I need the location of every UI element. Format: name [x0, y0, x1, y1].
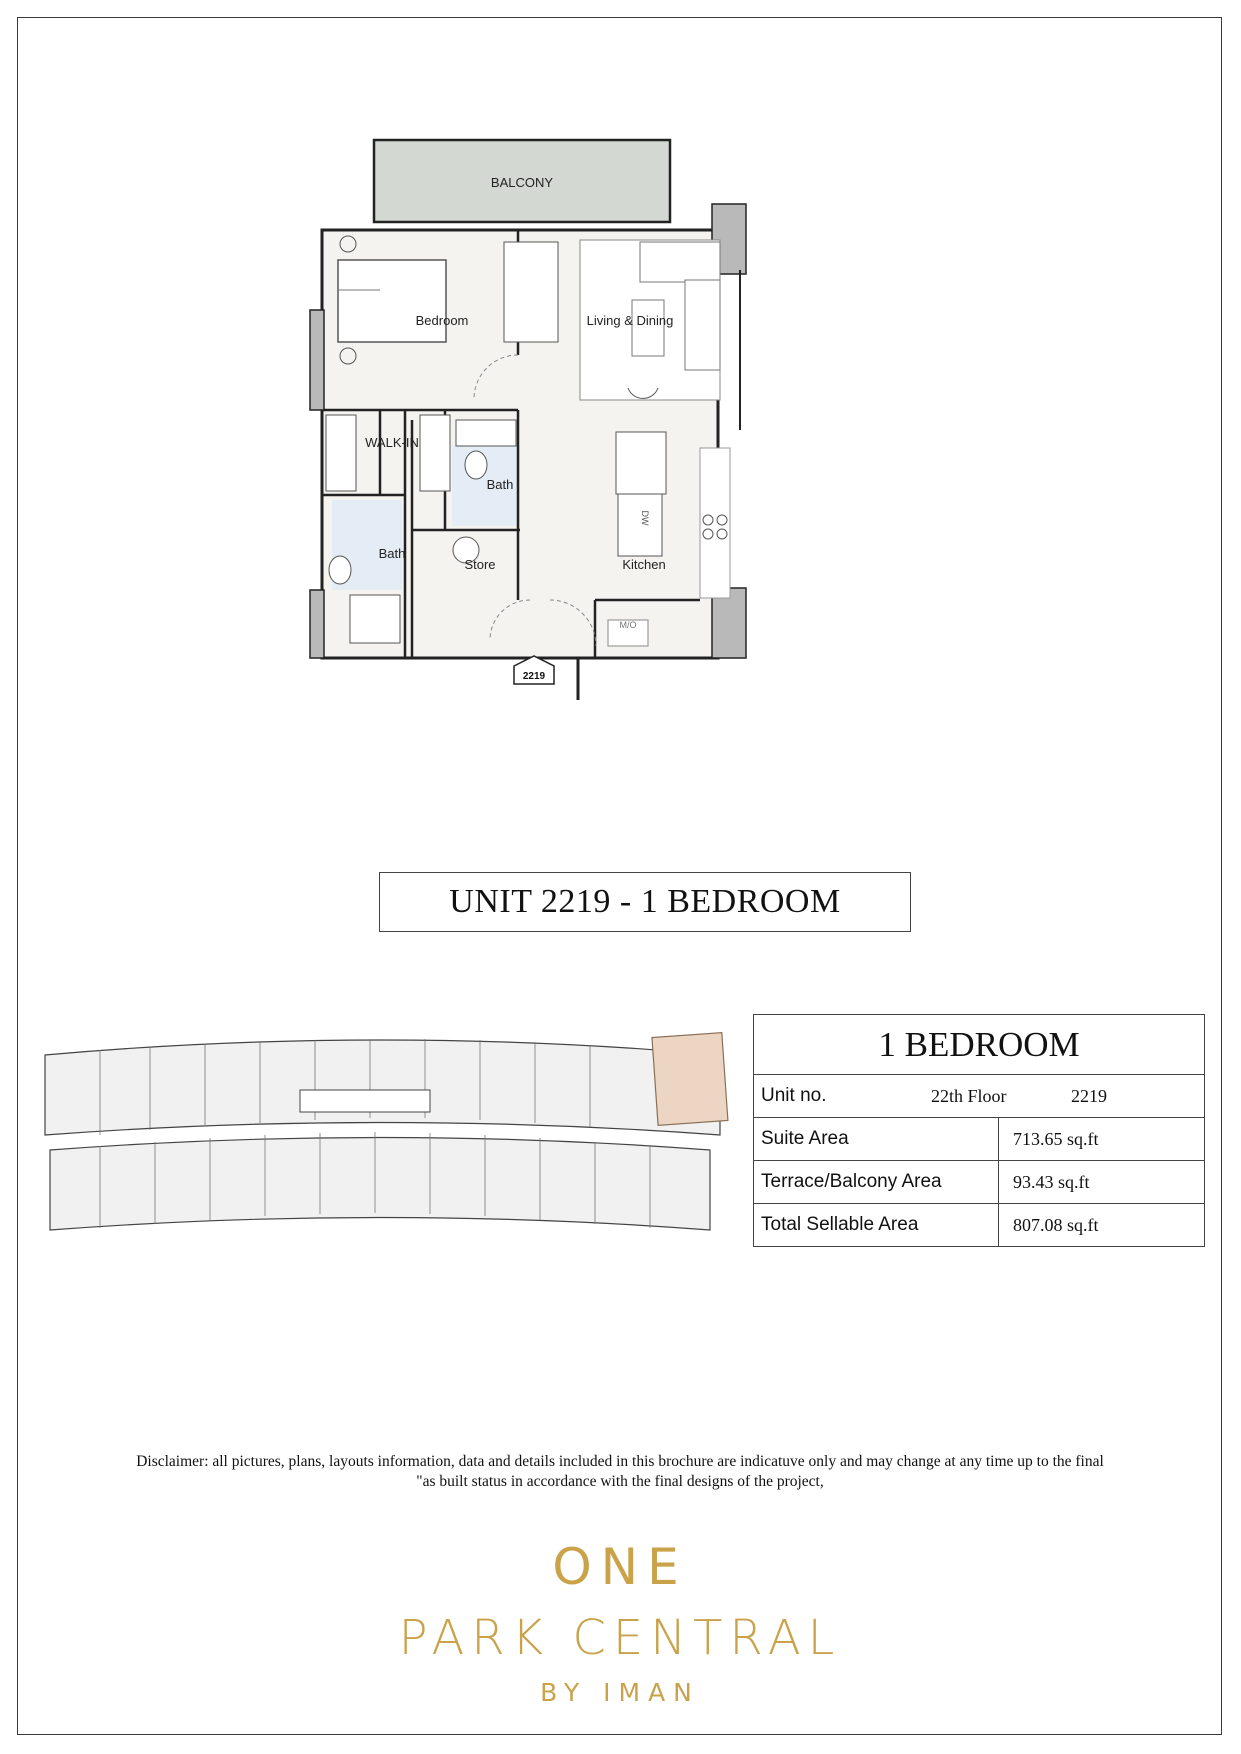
unit-number: 2219 [1071, 1085, 1107, 1106]
room-label-bedroom: Bedroom [415, 313, 469, 328]
disclaimer [70, 1452, 1170, 1492]
room-label-bath-2: Bath [378, 546, 406, 561]
brand-logo [380, 1530, 860, 1710]
room-label-walk-in: WALK-IN [365, 435, 419, 450]
logo-line-one: ONE [552, 1538, 688, 1596]
balcony-area-label: Terrace/Balcony Area [754, 1161, 999, 1204]
room-label-bath-1: Bath [486, 477, 514, 492]
unit-label: Unit no. [761, 1085, 827, 1106]
key-plan [40, 1030, 740, 1260]
appliance-label-mo: M/O [619, 620, 637, 630]
room-label-balcony: BALCONY [490, 175, 554, 190]
logo-line-by-iman: BY IMAN [540, 1678, 700, 1707]
bed [338, 260, 446, 342]
total-area-value: 807.08 sq.ft [999, 1204, 1205, 1247]
total-area-label: Total Sellable Area [754, 1204, 999, 1247]
logo-line-park-central: PARK CENTRAL [398, 1610, 842, 1666]
area-table [753, 1014, 1205, 1247]
entry-tag: 2219 [522, 671, 546, 682]
table-header: 1 BEDROOM [754, 1015, 1205, 1075]
room-label-living-dining: Living & Dining [586, 313, 674, 328]
suite-area-label: Suite Area [754, 1118, 999, 1161]
highlighted-unit [652, 1033, 728, 1126]
appliance-label-dw: DW [640, 510, 650, 526]
floor-value: 22th Floor [931, 1085, 1007, 1106]
floor-plan [300, 130, 820, 790]
balcony-area-value: 93.43 sq.ft [999, 1161, 1205, 1204]
unit-title: UNIT 2219 - 1 BEDROOM [379, 872, 911, 932]
disclaimer-line-2: "as built status in accordance with the final designs of the project, [416, 1473, 824, 1490]
room-label-store: Store [464, 557, 496, 572]
suite-area-value: 713.65 sq.ft [999, 1118, 1205, 1161]
unit-row [754, 1075, 1205, 1118]
disclaimer-line-1: Disclaimer: all pictures, plans, layouts information, data and details included in this brochure are indicatuve only and may change at any time up to the final [136, 1453, 1104, 1470]
room-label-kitchen: Kitchen [622, 557, 666, 572]
